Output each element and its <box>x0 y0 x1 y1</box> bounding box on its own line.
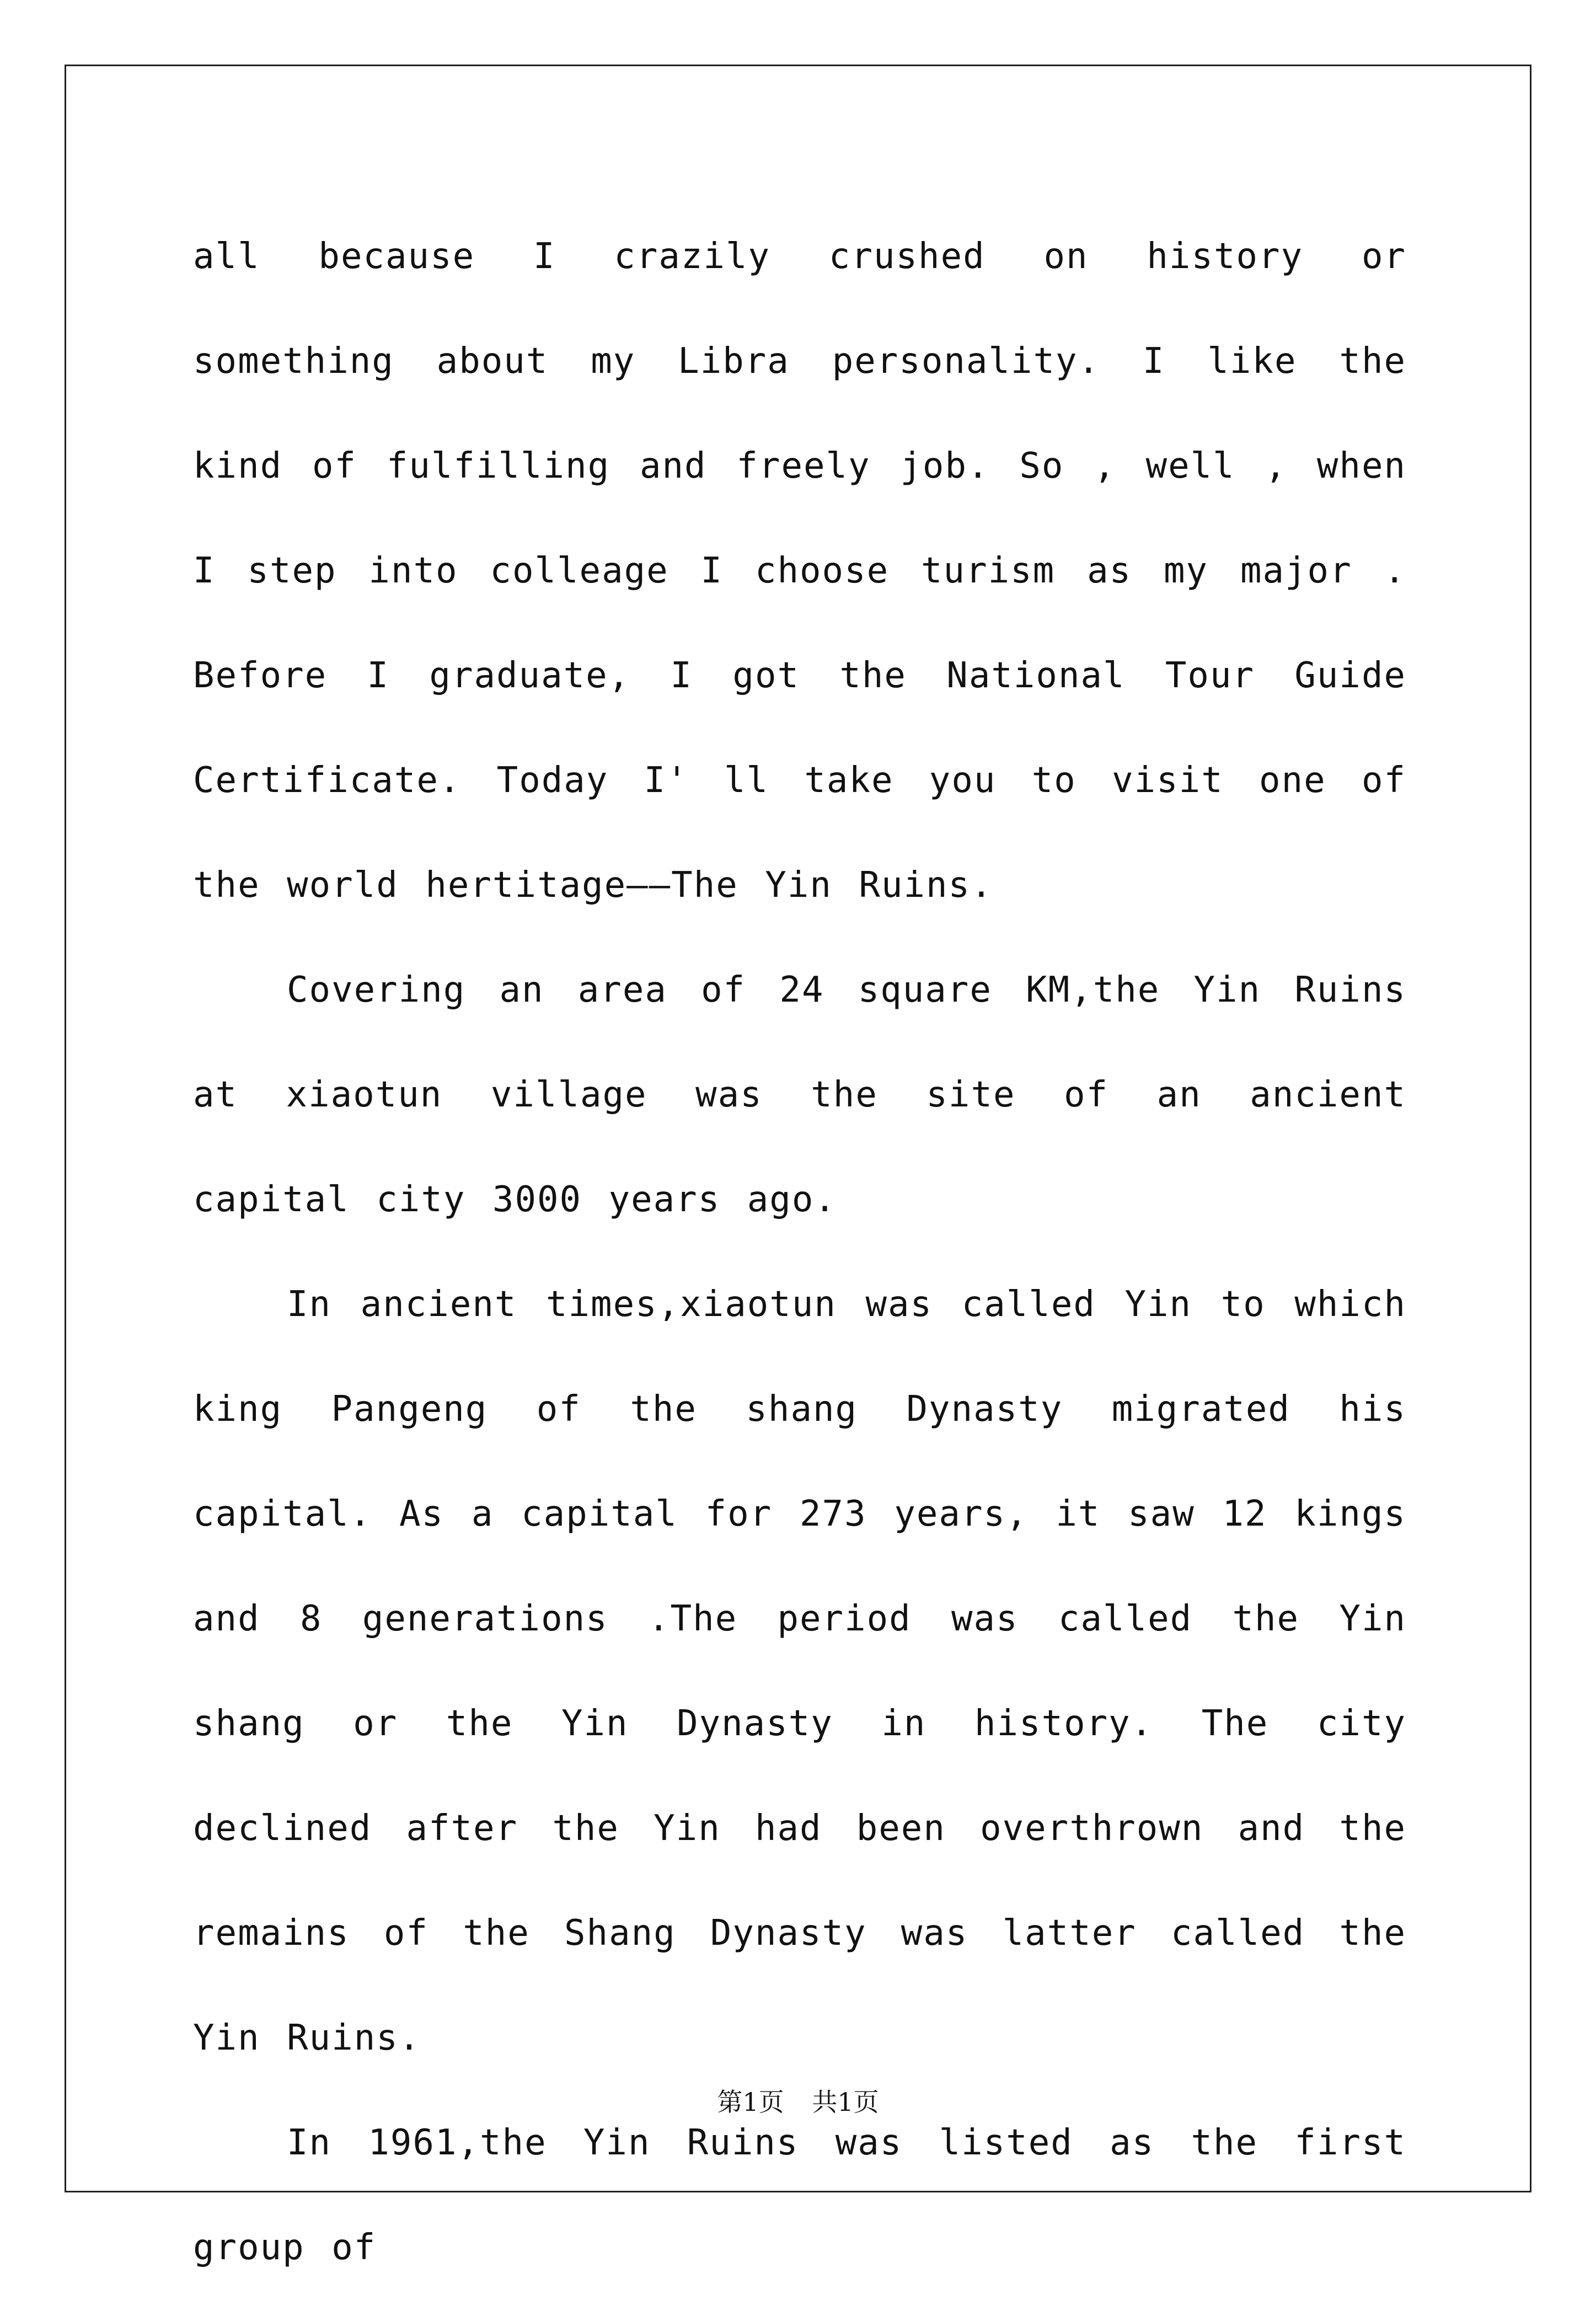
paragraph-listing: In 1961,the Yin Ruins was listed as the first group of <box>193 2122 1406 2268</box>
page-footer <box>0 2082 1596 2119</box>
document-body <box>193 204 1406 2300</box>
paragraph-area: Covering an area of 24 square KM,the Yin Ruins at xiaotun village was the site of an ancient capital city 3000 years ago. <box>193 970 1406 1220</box>
page-number-current: 第1页 <box>717 2087 784 2117</box>
page-number-total: 共1页 <box>812 2087 879 2117</box>
paragraph-history: In ancient times,xiaotun was called Yin to which king Pangeng of the shang Dynasty migrated his capital. As a capital for 273 years, it saw 12 kings and 8 generations .The period was called the Yin shang or the Yin Dynasty in history. The city declined after the Yin had been overthrown and the remains of the Shang Dynasty was latter called the Yin Ruins. <box>193 1284 1406 2058</box>
paragraph-intro: all because I crazily crushed on history or something about my Libra personality. I like the kind of fulfilling and freely job. So , well , when I step into colleage I choose turism as my major . Before I graduate, I got the National Tour Guide Certificate. Today I' ll take you to visit one of the world hertitage——The Yin Ruins. <box>193 236 1406 906</box>
